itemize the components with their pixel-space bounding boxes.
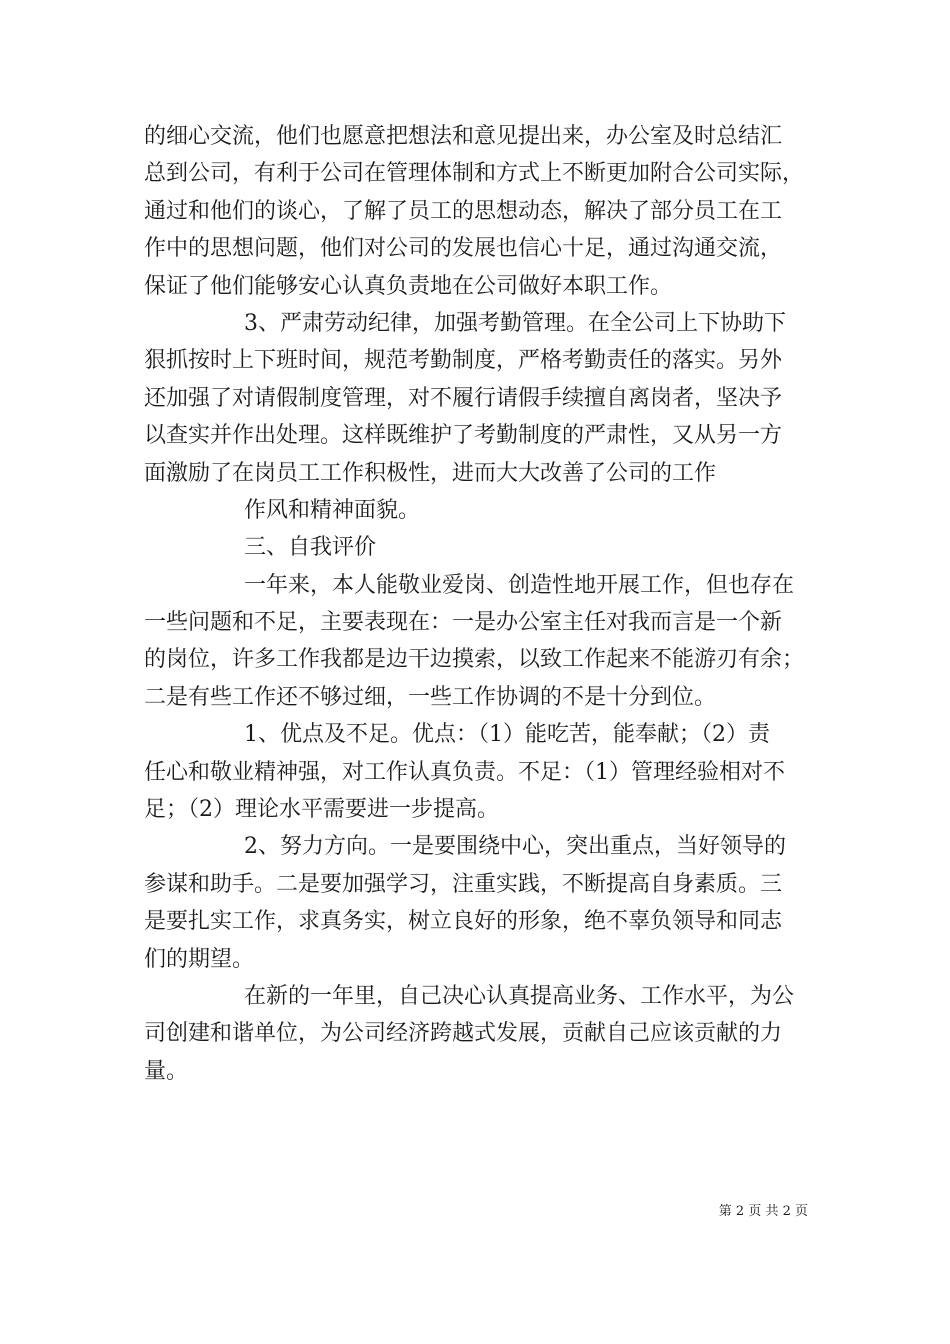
text-line: 是要扎实工作，求真务实，树立良好的形象，绝不辜负领导和同志 [144,909,783,935]
text-line: 狠抓按时上下班时间，规范考勤制度，严格考勤责任的落实。另外 [144,348,783,374]
text-line: 2、努力方向。一是要围绕中心，突出重点，当好领导的 [244,834,786,860]
text-line: 量。 [144,1058,189,1084]
text-line: 二是有些工作还不够过细，一些工作协调的不是十分到位。 [144,684,717,710]
text-line: 任心和敬业精神强，对工作认真负责。不足：（1）管理经验相对不 [144,759,785,785]
text-line: 司创建和谐单位，为公司经济跨越式发展，贡献自己应该贡献的力 [144,1021,783,1047]
page-footer: 第 2 页 共 2 页 [718,1204,808,1219]
text-line: 3、严肃劳动纪律，加强考勤管理。在全公司上下协助下 [244,310,786,336]
text-line: 作中的思想问题，他们对公司的发展也信心十足，通过沟通交流， [144,236,783,262]
text-line: 参谋和助手。二是要加强学习，注重实践，不断提高自身素质。三 [144,871,783,897]
text-line: 的细心交流，他们也愿意把想法和意见提出来，办公室及时总结汇 [144,124,783,149]
text-line: 三、自我评价 [244,535,377,561]
text-line: 总到公司，有利于公司在管理体制和方式上不断更加附合公司实际， [144,161,805,187]
text-line: 一年来，本人能敬业爱岗、创造性地开展工作，但也存在 [244,572,795,598]
body-text [144,118,809,1090]
text-line: 以查实并作出处理。这样既维护了考勤制度的严肃性，又从另一方 [144,423,783,449]
text-line: 们的期望。 [144,946,255,972]
text-line: 在新的一年里，自己决心认真提高业务、工作水平，为公 [244,983,795,1009]
text-line: 足；（2）理论水平需要进一步提高。 [144,797,499,823]
text-line: 面激励了在岗员工工作积极性，进而大大改善了公司的工作 [144,460,717,486]
text-line: 作风和精神面貌。 [244,497,421,523]
text-line: 一些问题和不足，主要表现在：一是办公室主任对我而言是一个新 [144,610,783,636]
text-line: 还加强了对请假制度管理，对不履行请假手续擅自离岗者，坚决予 [144,385,783,411]
text-line: 的岗位，许多工作我都是边干边摸索，以致工作起来不能游刃有余； [144,647,805,673]
text-line: 通过和他们的谈心，了解了员工的思想动态，解决了部分员工在工 [144,198,783,224]
text-line: 1、优点及不足。优点：（1）能吃苦，能奉献；（2）责 [244,722,770,748]
text-line: 保证了他们能够安心认真负责地在公司做好本职工作。 [144,273,673,299]
